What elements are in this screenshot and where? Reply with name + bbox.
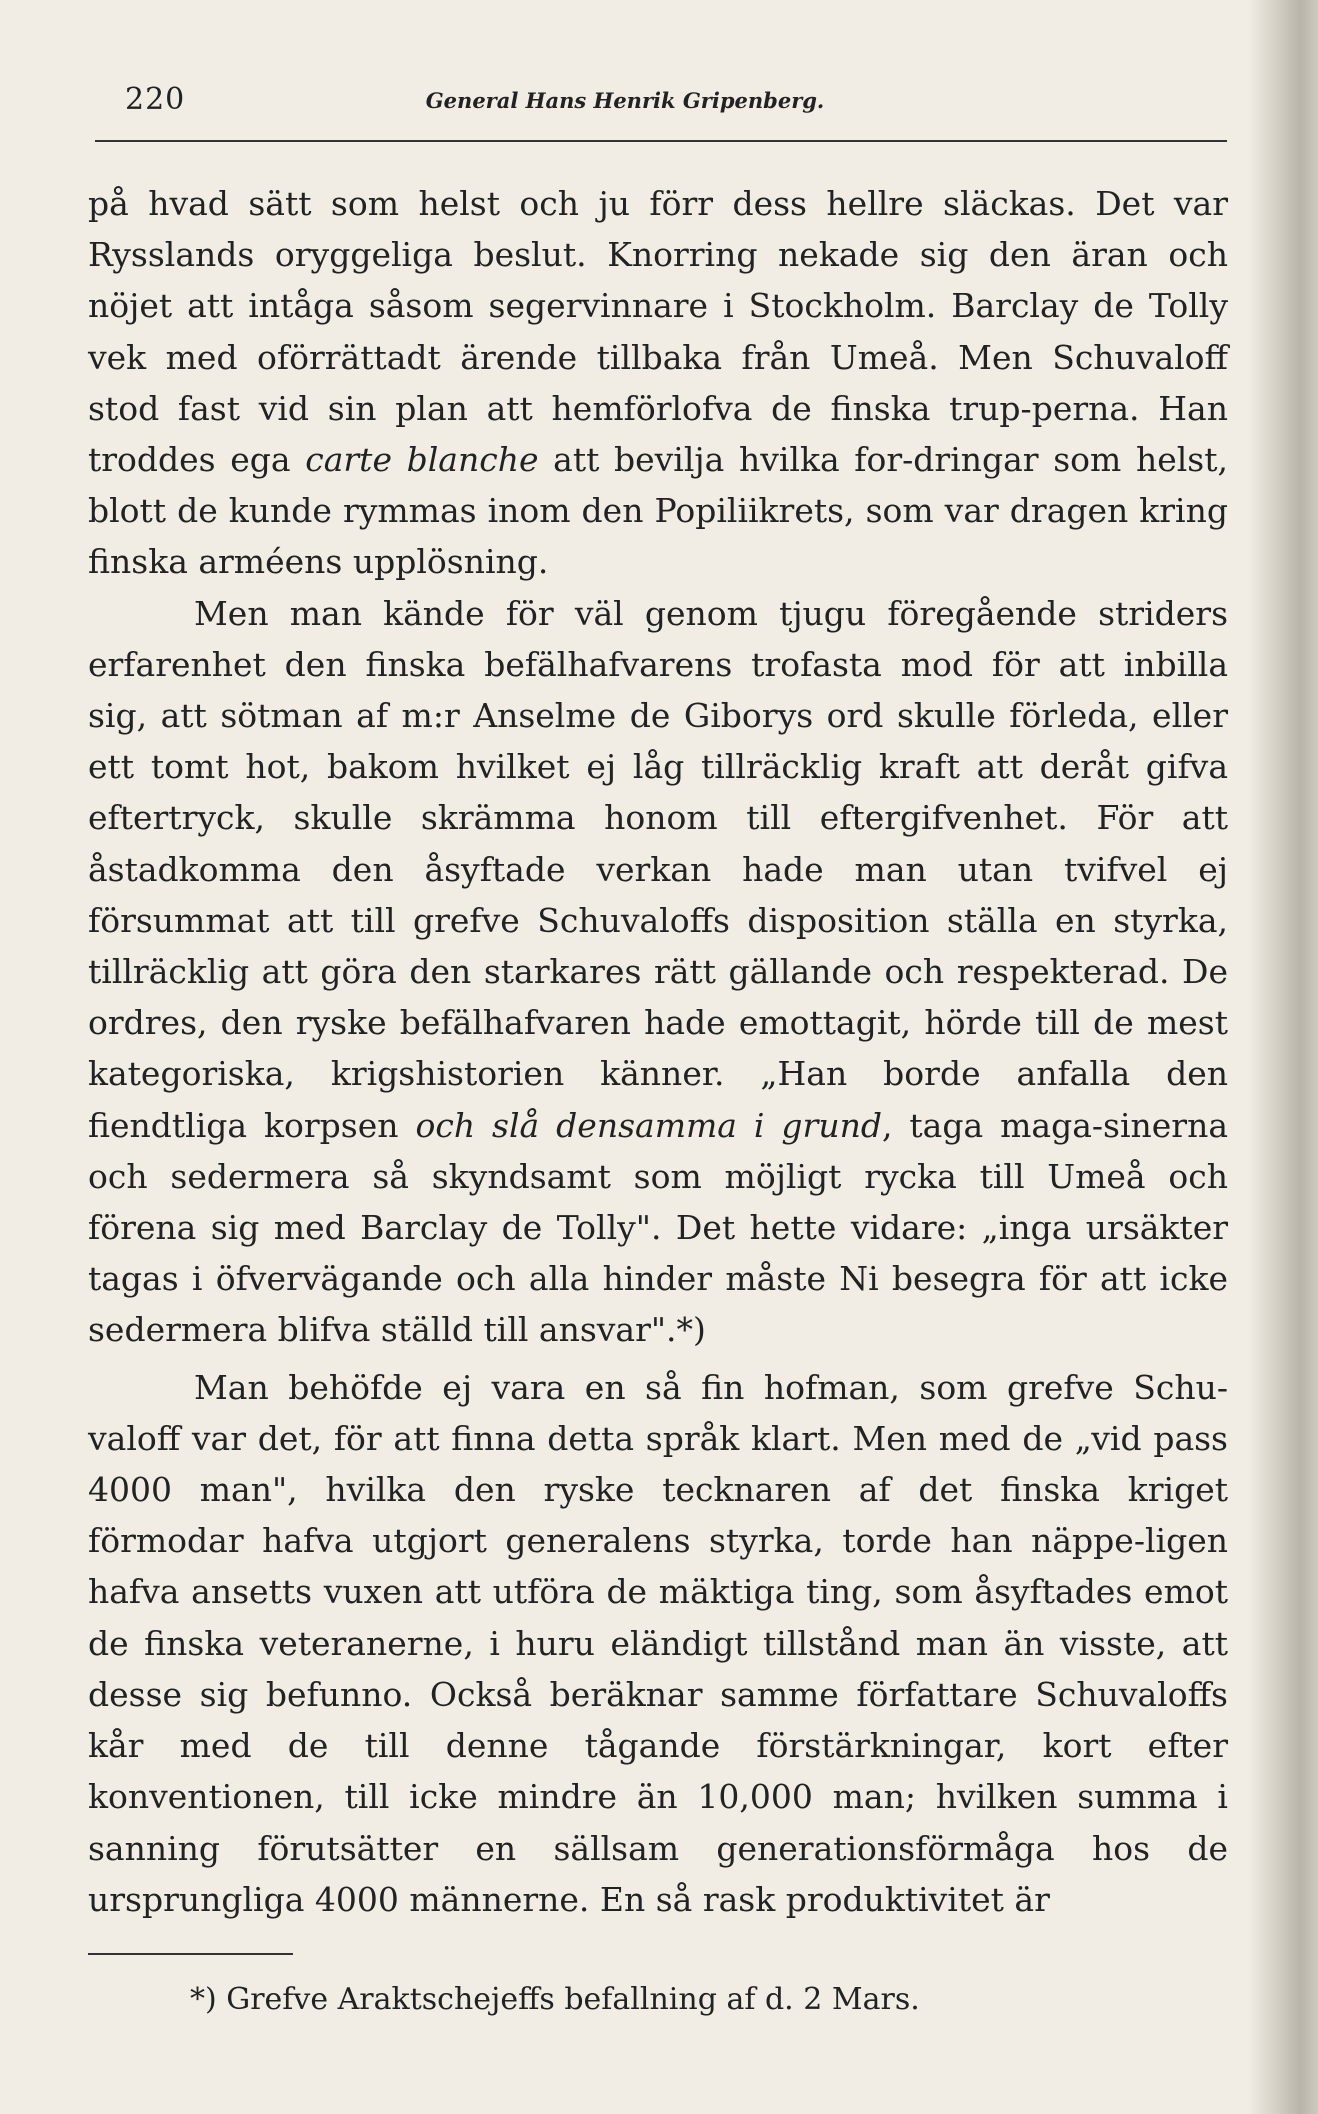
paragraph-2 xyxy=(88,588,1228,1356)
page-edge-shadow xyxy=(1248,0,1318,2114)
paragraph-2-text-b: , taga maga-sinerna och sedermera så skyndsamt som möjligt rycka till Umeå och förena sig med Barclay de Tolly". Det hette vidare: „inga ursäkter tagas i öfvervägande och alla hinder måste Ni besegra för att icke sedermera blifva ställd till ansvar".*) xyxy=(88,1105,1228,1350)
paragraph-1 xyxy=(88,178,1228,588)
paragraph-1-italic: carte blanche xyxy=(305,440,539,480)
paragraph-2-italic: och slå densamma i grund xyxy=(415,1105,882,1145)
paragraph-2-text-a: Men man kände för väl genom tjugu föregående striders erfarenhet den finska befälhafvarens trofasta mod för att inbilla sig, att sötman af m:r Anselme de Giborys ord skulle förleda, eller ett tomt hot, bakom hvilket ej låg tillräcklig kraft att deråt gifva eftertryck, skulle skrämma honom till eftergifvenhet. För att åstadkomma den åsyftade verkan hade man utan tvifvel ej försummat att till grefve Schuvaloffs disposition ställa en styrka, tillräcklig att göra den starkares rätt gällande och respekterad. De ordres, den ryske befälhafvaren hade emottagit, hörde till de mest kategoriska, krigshistorien känner. „Han borde anfalla den fiendtliga korpsen xyxy=(88,593,1228,1145)
page-header xyxy=(125,82,1225,132)
footnote-rule xyxy=(88,1953,293,1955)
paragraph-3: Man behöfde ej vara en så fin hofman, som grefve Schu-valoff var det, för att finna detta språk klart. Men med de „vid pass 4000 man", hvilka den ryske tecknaren af det finska kriget förmodar hafva utgjort generalens styrka, torde han näppe-ligen hafva ansetts vuxen att utföra de mäktiga ting, som åsyftades emot de finska veteranerne, i huru eländigt tillstånd man än visste, att desse sig befunno. Också beräknar samme författare Schuvaloffs kår med de till denne tågande förstärkningar, kort efter konventionen, till icke mindre än 10,000 man; hvilken summa i sanning förutsätter en sällsam generationsförmåga hos de ursprungliga 4000 männerne. En så rask produktivitet är xyxy=(88,1367,1228,1919)
paragraph-1-text-b: att bevilja hvilka for-dringar som helst, blott de kunde rymmas inom den Popiliikrets, som var dragen kring finska arméens upplösning. xyxy=(88,440,1228,582)
body-text xyxy=(88,178,1228,1925)
running-head: General Hans Henrik Gripenberg. xyxy=(425,88,825,113)
paragraph-1-text-a: på hvad sätt som helst och ju förr dess hellre släckas. Det var Rysslands oryggeliga beslut. Knorring nekade sig den äran och nöjet att intåga såsom segervinnare i Stockholm. Barclay de Tolly vek med oförrättadt ärende tillbaka från Umeå. Men Schuvaloff stod fast vid sin plan att hemförlofva de finska trup-perna. Han troddes ega xyxy=(88,184,1228,480)
footnote: *) Grefve Araktschejeffs befallning af d. 2 Mars. xyxy=(190,1982,920,2017)
page-number: 220 xyxy=(125,82,186,117)
header-rule xyxy=(95,140,1227,142)
